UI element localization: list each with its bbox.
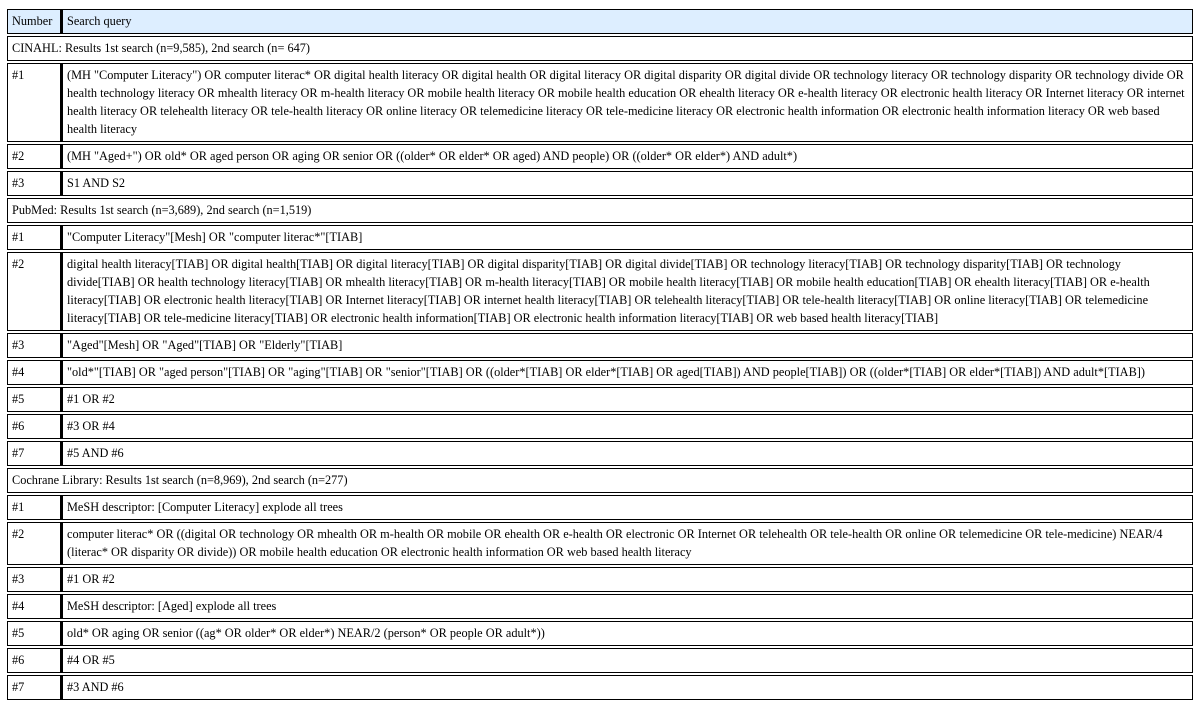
section-title: Cochrane Library: Results 1st search (n=8,969), 2nd search (n=277) [7, 468, 1193, 493]
row-number: #2 [7, 144, 61, 169]
section-row [7, 36, 1193, 61]
search-strategy-table [7, 7, 1193, 702]
table-row [7, 171, 1193, 196]
row-number: #6 [7, 648, 61, 673]
row-query: (MH "Computer Literacy") OR computer literac* OR digital health literacy OR digital health OR digital literacy OR digital disparity OR digital divide OR technology literacy OR technology disparity OR technology divide OR health technology literacy OR mhealth literacy OR m-health literacy OR mobile health literacy OR mobile health education OR ehealth literacy OR e-health literacy OR electronic health literacy OR Internet literacy OR internet health literacy OR telehealth literacy OR tele-health literacy OR online literacy OR telemedicine literacy OR tele-medicine literacy OR electronic health information OR electronic health information literacy OR web based health literacy [61, 63, 1193, 142]
table-row [7, 567, 1193, 592]
table-row [7, 675, 1193, 700]
table-row [7, 144, 1193, 169]
row-number: #5 [7, 621, 61, 646]
section-row [7, 468, 1193, 493]
table-row [7, 387, 1193, 412]
column-header-number: Number [7, 9, 61, 34]
table-row [7, 63, 1193, 142]
row-query: #1 OR #2 [61, 387, 1193, 412]
table-header-row [7, 9, 1193, 34]
row-query: #3 OR #4 [61, 414, 1193, 439]
search-strategy-table-container [7, 7, 1193, 702]
table-row [7, 225, 1193, 250]
row-number: #7 [7, 675, 61, 700]
section-row [7, 198, 1193, 223]
row-query: #1 OR #2 [61, 567, 1193, 592]
table-row [7, 441, 1193, 466]
row-number: #7 [7, 441, 61, 466]
section-title: CINAHL: Results 1st search (n=9,585), 2nd search (n= 647) [7, 36, 1193, 61]
table-row [7, 414, 1193, 439]
row-number: #1 [7, 225, 61, 250]
row-number: #4 [7, 594, 61, 619]
column-header-search-query: Search query [61, 9, 1193, 34]
row-number: #1 [7, 63, 61, 142]
row-query: digital health literacy[TIAB] OR digital health[TIAB] OR digital literacy[TIAB] OR digital disparity[TIAB] OR digital divide[TIAB] OR technology literacy[TIAB] OR technology disparity[TIAB] OR technology divide[TIAB] OR health technology literacy[TIAB] OR mhealth literacy[TIAB] OR m-health literacy[TIAB] OR mobile health literacy[TIAB] OR mobile health education[TIAB] OR ehealth literacy[TIAB] OR e-health literacy[TIAB] OR electronic health literacy[TIAB] OR Internet literacy[TIAB] OR internet health literacy[TIAB] OR telehealth literacy[TIAB] OR tele-health literacy[TIAB] OR online literacy[TIAB] OR telemedicine literacy[TIAB] OR tele-medicine literacy[TIAB] OR electronic health information[TIAB] OR electronic health information literacy[TIAB] OR web based health literacy[TIAB] [61, 252, 1193, 331]
table-row [7, 495, 1193, 520]
row-query: #4 OR #5 [61, 648, 1193, 673]
row-number: #3 [7, 333, 61, 358]
table-row [7, 594, 1193, 619]
row-query: MeSH descriptor: [Computer Literacy] explode all trees [61, 495, 1193, 520]
section-title: PubMed: Results 1st search (n=3,689), 2nd search (n=1,519) [7, 198, 1193, 223]
row-query: MeSH descriptor: [Aged] explode all trees [61, 594, 1193, 619]
row-query: #5 AND #6 [61, 441, 1193, 466]
row-query: computer literac* OR ((digital OR technology OR mhealth OR m-health OR mobile OR ehealth OR e-health OR electronic OR Internet OR telehealth OR tele-health OR online OR telemedicine OR tele-medicine) NEAR/4 (literac* OR disparity OR divide)) OR mobile health education OR electronic health information OR web based health literacy [61, 522, 1193, 565]
table-row [7, 648, 1193, 673]
table-row [7, 522, 1193, 565]
row-query: "Computer Literacy"[Mesh] OR "computer literac*"[TIAB] [61, 225, 1193, 250]
row-number: #2 [7, 522, 61, 565]
row-number: #4 [7, 360, 61, 385]
table-row [7, 360, 1193, 385]
table-row [7, 333, 1193, 358]
row-number: #5 [7, 387, 61, 412]
row-query: "old*"[TIAB] OR "aged person"[TIAB] OR "aging"[TIAB] OR "senior"[TIAB] OR ((older*[TIAB] OR elder*[TIAB] OR aged[TIAB]) AND people[TIAB]) OR ((older*[TIAB] OR elder*[TIAB]) AND adult*[TIAB]) [61, 360, 1193, 385]
row-query: "Aged"[Mesh] OR "Aged"[TIAB] OR "Elderly"[TIAB] [61, 333, 1193, 358]
row-number: #6 [7, 414, 61, 439]
row-number: #3 [7, 171, 61, 196]
table-row [7, 252, 1193, 331]
row-query: #3 AND #6 [61, 675, 1193, 700]
row-query: S1 AND S2 [61, 171, 1193, 196]
row-query: old* OR aging OR senior ((ag* OR older* OR elder*) NEAR/2 (person* OR people OR adult*)) [61, 621, 1193, 646]
row-number: #1 [7, 495, 61, 520]
table-body [7, 36, 1193, 700]
row-number: #3 [7, 567, 61, 592]
row-query: (MH "Aged+") OR old* OR aged person OR aging OR senior OR ((older* OR elder* OR aged) AND people) OR ((older* OR elder*) AND adult*) [61, 144, 1193, 169]
row-number: #2 [7, 252, 61, 331]
table-row [7, 621, 1193, 646]
